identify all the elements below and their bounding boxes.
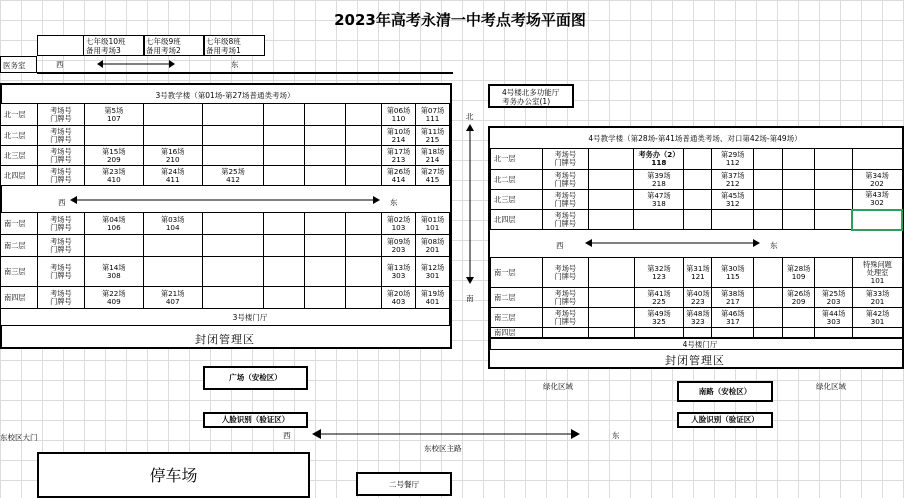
building-3-hall: 3号楼门厅 [232, 313, 268, 322]
main-road-arrow-icon [312, 427, 580, 441]
floor-label: 南四层 [491, 328, 543, 338]
exam-room: 第15场 209 [84, 146, 143, 166]
exam-room: 第11场 215 [415, 126, 449, 146]
exam-room: 第14场 308 [84, 257, 143, 287]
floor-label: 南四层 [1, 287, 38, 309]
exam-door-label: 考场号 门牌号 [542, 210, 588, 230]
exam-door-label: 考场号 门牌号 [37, 235, 84, 257]
floor-label: 南三层 [491, 308, 543, 328]
floor-label: 北四层 [1, 166, 38, 186]
exam-room: 第25场 203 [815, 288, 853, 308]
exam-room: 第19场 401 [415, 287, 449, 309]
exam-door-label: 考场号 门牌号 [542, 170, 588, 190]
page-title: 2023年高考永清一中考点考场平面图 [334, 11, 586, 29]
east-gate-label: 东校区大门 [0, 433, 38, 442]
exam-room: 第32场 123 [634, 258, 684, 288]
building-4-south-table [490, 257, 903, 338]
exam-door-label: 考场号 门牌号 [37, 126, 84, 146]
exam-room: 第10场 214 [382, 126, 416, 146]
exam-room: 第12场 301 [415, 257, 449, 287]
floor-label: 北三层 [1, 146, 38, 166]
exam-room: 第5场 107 [84, 104, 143, 126]
building-3-closed-zone: 封闭管理区 [195, 333, 255, 346]
exam-room: 第13场 303 [381, 257, 415, 287]
west-label-b4: 西 [556, 241, 564, 250]
floor-label: 南一层 [491, 258, 543, 288]
exam-room: 第31场 121 [684, 258, 712, 288]
plaza-label: 广场（安检区） [229, 373, 282, 382]
floor-label: 北二层 [491, 170, 543, 190]
exam-room: 第30场 115 [712, 258, 754, 288]
south-road-label: 南路（安检区） [698, 387, 752, 396]
building-4-north-table [490, 148, 903, 231]
exam-room: 第45场 312 [712, 190, 754, 210]
exam-room: 第21场 407 [143, 287, 202, 309]
floor-label: 南三层 [1, 257, 38, 287]
face-left-label: 人脸识别（验证区） [221, 415, 290, 424]
top-room-1: 七年级10班 备用考场3 [86, 37, 126, 55]
exam-room: 第20场 403 [381, 287, 415, 309]
exam-room: 第46场 317 [712, 308, 754, 328]
exam-room: 第08场 201 [415, 235, 449, 257]
exam-room: 第38场 217 [712, 288, 754, 308]
exam-room: 第02场 103 [381, 213, 415, 235]
exam-door-label: 考场号 门牌号 [542, 149, 588, 170]
exam-door-label: 考场号 门牌号 [542, 190, 588, 210]
exam-room: 第40场 223 [684, 288, 712, 308]
exam-room: 第47场 318 [634, 190, 684, 210]
north-office-sub: 考务办公室(1) [502, 97, 551, 106]
exam-room: 第29场 112 [712, 149, 754, 170]
exam-room: 第24场 411 [143, 166, 202, 186]
east-label-road: 东 [612, 431, 620, 440]
green-area-2: 绿化区域 [816, 382, 846, 391]
exam-room: 第23场 410 [84, 166, 143, 186]
exam-room: 第01场 101 [415, 213, 449, 235]
floor-label: 北一层 [1, 104, 38, 126]
exam-door-label: 考场号 门牌号 [542, 308, 588, 328]
exam-room: 第09场 203 [381, 235, 415, 257]
exam-door-label: 考场号 门牌号 [37, 146, 84, 166]
exam-room: 第22场 409 [84, 287, 143, 309]
exam-door-label: 考场号 门牌号 [37, 257, 84, 287]
exam-room: 第16场 210 [143, 146, 202, 166]
exam-door-label: 考场号 门牌号 [37, 166, 84, 186]
exam-room: 第33场 201 [853, 288, 903, 308]
exam-room: 第44场 303 [815, 308, 853, 328]
face-right-label: 人脸识别（验证区） [691, 415, 759, 424]
floor-label: 北三层 [491, 190, 543, 210]
green-area-1: 绿化区域 [543, 382, 573, 391]
corridor-arrow-icon [585, 238, 760, 248]
exam-room: 第48场 323 [684, 308, 712, 328]
exam-door-label: 考场号 门牌号 [542, 258, 588, 288]
floor-label: 南一层 [1, 213, 38, 235]
main-road-label: 东校区主路 [424, 444, 462, 453]
east-label-b4: 东 [770, 241, 778, 250]
exam-room: 第07场 111 [415, 104, 449, 126]
building-3-north-table [0, 103, 450, 186]
exam-room: 第41场 225 [634, 288, 684, 308]
top-room-2: 七年级9班 备用考场2 [146, 37, 181, 55]
west-label-top: 西 [56, 60, 64, 69]
exam-room: 第03场 104 [143, 213, 202, 235]
top-room-3: 七年级8班 备用考场1 [206, 37, 241, 55]
exam-room: 第37场 212 [712, 170, 754, 190]
exam-room: 第18场 214 [415, 146, 449, 166]
exam-room: 第43场 302 [852, 190, 902, 210]
exam-door-label: 考场号 门牌号 [37, 104, 84, 126]
exam-room: 第26场 209 [783, 288, 815, 308]
building-4-closed-zone: 封闭管理区 [665, 354, 725, 367]
double-arrow-icon [97, 59, 175, 69]
west-label-b3: 西 [58, 198, 66, 207]
north-office-label: 4号楼北多功能厅 [502, 88, 560, 97]
building-4-name: 4号教学楼（第28场-第41场普通类考场、对口第42场-第49场） [588, 134, 802, 143]
exam-room: 第06场 110 [382, 104, 416, 126]
parking-label: 停车场 [149, 466, 198, 485]
exam-room: 第04场 106 [84, 213, 143, 235]
building-3-name: 3号教学楼（第01场-第27场普通类考场） [155, 91, 295, 100]
exam-room: 第25场 412 [202, 166, 264, 186]
exam-door-label: 考场号 门牌号 [37, 213, 84, 235]
east-label-b3: 东 [390, 198, 398, 207]
floor-label: 南二层 [1, 235, 38, 257]
east-label-top: 东 [231, 60, 239, 69]
floor-label: 北二层 [1, 126, 38, 146]
medical-label: 医务室 [3, 61, 26, 70]
special-room: 特殊问题 处理室 101 [853, 258, 903, 288]
exam-door-label: 考场号 门牌号 [37, 287, 84, 309]
exam-door-label: 考场号 门牌号 [542, 288, 588, 308]
building-4-hall: 4号楼门厅 [682, 340, 718, 349]
floor-label: 北四层 [491, 210, 543, 230]
canteen-label: 二号餐厅 [389, 480, 419, 489]
exam-room: 第17场 213 [382, 146, 416, 166]
exam-room: 第42场 301 [853, 308, 903, 328]
exam-room: 第39场 218 [634, 170, 684, 190]
west-label-road: 西 [283, 431, 291, 440]
exam-room: 第27场 415 [415, 166, 449, 186]
north-south-arrow-icon [465, 124, 475, 284]
north-label: 北 [466, 112, 474, 121]
exam-office-2: 考务办（2） 118 [634, 149, 684, 170]
exam-room: 第26场 414 [382, 166, 416, 186]
floor-label: 南二层 [491, 288, 543, 308]
floor-label: 北一层 [491, 149, 543, 170]
exam-room: 第28场 109 [783, 258, 815, 288]
exam-room: 第34场 202 [852, 170, 902, 190]
south-label: 南 [466, 294, 474, 303]
exam-room: 第49场 325 [634, 308, 684, 328]
corridor-arrow-icon [70, 195, 380, 205]
building-3-south-table [0, 212, 450, 309]
